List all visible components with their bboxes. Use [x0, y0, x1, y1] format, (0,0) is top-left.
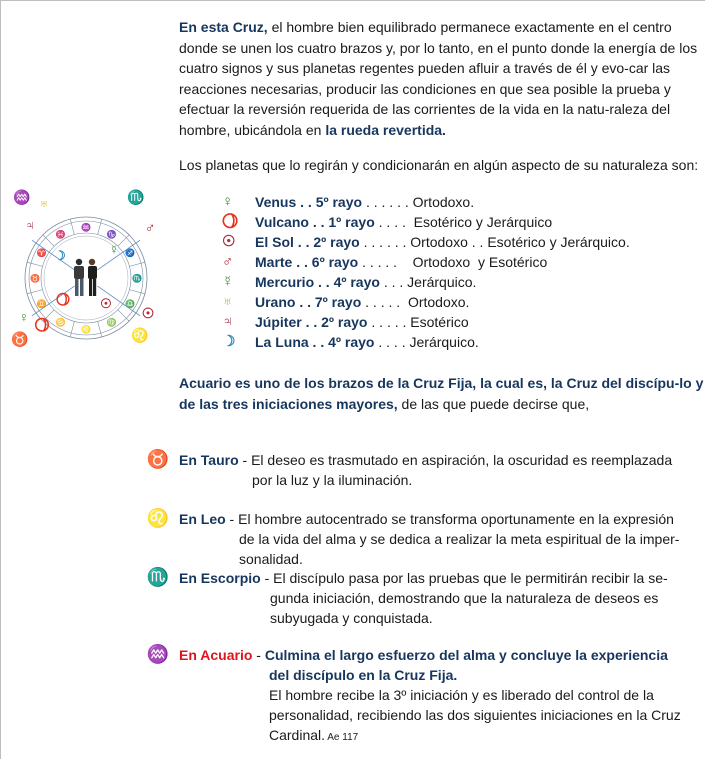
leo-icon: ♌ — [146, 508, 170, 528]
zodiac-glyph: ♒ — [81, 223, 91, 232]
aquarius-text-block — [179, 685, 705, 748]
intro-lead: En esta Cruz, — [179, 19, 268, 35]
cross-bold: Acuario es uno de los brazos de la Cruz Fija, la cual es, la Cruz del discípu-lo y de las tres iniciaciones mayores, — [179, 375, 704, 412]
mars-icon: ♂ — [144, 219, 156, 235]
zodiac-glyph: ♉ — [30, 274, 40, 283]
zodiac-glyph: ♊ — [36, 299, 47, 309]
intro-paragraph — [179, 17, 705, 140]
vulcan-icon: ⯖ — [34, 317, 50, 333]
planet-row — [222, 312, 630, 332]
sign-text-cont: gunda iniciación, demostrando que la naturaleza de deseos es subyugada y conquistada. — [270, 590, 659, 626]
sign-text-cont: por la luz y la iluminación. — [252, 472, 413, 488]
zodiac-glyph: ♐ — [125, 248, 136, 258]
sign-divider — [129, 290, 144, 294]
zodiac-glyph: ♌ — [81, 325, 91, 334]
planet-name: Júpiter . . 2º rayo — [255, 314, 368, 330]
sign-divider — [27, 262, 42, 266]
uranus-icon: ♅ — [38, 195, 50, 211]
sign-divider — [27, 290, 42, 294]
sign-divider — [70, 219, 74, 234]
sign-aquarius — [146, 644, 705, 748]
leo-icon: ♌ — [131, 327, 149, 343]
planet-detail: . . . . . Ortodoxo. — [361, 294, 470, 310]
planet-name: Urano . . 7º rayo — [255, 294, 362, 310]
planet-name: El Sol . . 2º rayo — [255, 234, 360, 250]
planet-detail: . . . . Esotérico y Jerárquico — [374, 214, 553, 230]
sign-scorpio — [146, 567, 705, 628]
planet-list — [222, 192, 630, 352]
zodiac-glyph: ♓ — [55, 229, 66, 239]
scorpio-icon: ♏ — [127, 189, 145, 205]
taurus-icon: ♉ — [146, 449, 170, 469]
venus-icon: ♀ — [222, 193, 234, 210]
sign-divider — [43, 235, 54, 246]
sign-dash: - — [252, 647, 265, 663]
sign-text-cont: de la vida del alma y se dedica a realizar la meta espiritual de la imper-sonalidad. — [239, 531, 680, 567]
sign-label: En Leo — [179, 511, 226, 527]
zodiac-glyph: ♎ — [125, 299, 136, 309]
sign-label: En Acuario — [179, 647, 253, 663]
sign-taurus — [146, 449, 705, 490]
venus-icon: ♀ — [18, 309, 30, 325]
source-reference: Ae 117 — [325, 732, 359, 743]
planet-row — [222, 272, 630, 292]
sign-divider — [118, 310, 129, 321]
planet-row — [222, 192, 630, 212]
planet-row — [222, 252, 630, 272]
aquarius-text: El hombre recibe la 3º iniciación y es liberado del control de la personalidad, recibiendo las dos siguientes iniciaciones en la Cruz Cardinal. — [269, 687, 681, 743]
intro-tail: la rueda revertida. — [325, 121, 446, 138]
sign-text: - El deseo es trasmutado en aspiración, la oscuridad es reemplazada — [238, 452, 673, 468]
fixed-cross-paragraph — [179, 373, 705, 414]
astrological-wheel — [8, 180, 168, 350]
planet-name: Marte . . 6º rayo — [255, 254, 359, 270]
planet-name: Vulcano . . 1º rayo — [255, 214, 375, 230]
jupiter-icon: ♃ — [222, 313, 234, 330]
zodiac-glyph: ♍ — [106, 318, 117, 328]
planet-name: La Luna . . 4º rayo — [255, 334, 375, 350]
jupiter-icon: ♃ — [24, 217, 36, 233]
sign-text: - El discípulo pasa por las pruebas que le permitirán recibir la se- — [260, 570, 668, 586]
sun-icon: ☉ — [141, 305, 155, 321]
planet-detail: . . . . . Esotérico — [367, 314, 469, 330]
planets-intro: Los planetas que lo regirán y condicionarán en algún aspecto de su naturaleza son: — [179, 157, 699, 173]
planet-row — [222, 232, 630, 252]
planet-row — [222, 332, 630, 352]
aquarius-bold-1: Culmina el largo esfuerzo del alma y concluye la experiencia — [264, 647, 668, 663]
taurus-icon: ♉ — [11, 331, 29, 347]
planet-detail: . . . Jerárquico. — [379, 274, 477, 290]
mercury-icon: ☿ — [109, 242, 119, 257]
moon-icon: ☽ — [54, 248, 66, 263]
vulcan-icon: ⯖ — [56, 292, 70, 307]
sign-text: - El hombre autocentrado se transforma oportunamente en la expresión — [225, 511, 674, 527]
sign-divider — [129, 262, 144, 266]
planet-detail: . . . . . Ortodoxo y Esotérico — [358, 254, 548, 270]
planet-row — [222, 292, 630, 312]
uranus-icon: ♅ — [222, 293, 234, 310]
aquarius-bold-2: del discípulo en la Cruz Fija. — [269, 667, 458, 683]
aquarius-icon: ♒ — [13, 189, 31, 205]
zodiac-glyph: ♋ — [55, 318, 66, 328]
sign-divider — [98, 219, 102, 234]
moon-icon: ☽ — [222, 333, 236, 350]
zodiac-glyph: ♑ — [106, 229, 117, 239]
sign-divider — [70, 321, 74, 336]
sign-divider — [118, 235, 129, 246]
intro-text: el hombre bien equilibrado permanece exactamente en el centro donde se unen los cuatro brazos y, por lo tanto, en el punto donde la energía de los cuatro signos y sus planetas regentes pueden afluir a través de él y evo-car las reacciones necesarias, producir las condiciones en que sea posible la prueba y efectuar la reversión requerida de las corrientes de la vida en la natu-raleza del hombre, ubicándola en — [179, 19, 698, 138]
mercury-icon: ☿ — [222, 273, 234, 290]
couple-figure — [74, 259, 97, 296]
sign-label: En Tauro — [179, 452, 239, 468]
sign-leo — [146, 508, 705, 569]
planet-detail: . . . . Jerárquico. — [374, 334, 479, 350]
vulcan-icon: ⯖ — [222, 213, 239, 230]
sun-icon: ☉ — [222, 233, 236, 250]
planet-row — [222, 212, 630, 232]
planet-detail: . . . . . . Ortodoxo. — [362, 194, 475, 210]
planet-name: Mercurio . . 4º rayo — [255, 274, 380, 290]
scorpio-icon: ♏ — [146, 567, 170, 587]
sign-label: En Escorpio — [179, 570, 261, 586]
planet-name: Venus . . 5º rayo — [255, 194, 363, 210]
sign-divider — [98, 321, 102, 336]
planet-detail: . . . . . . Ortodoxo . . Esotérico y Jerárquico. — [359, 234, 630, 250]
mars-icon: ♂ — [222, 253, 234, 270]
zodiac-glyph: ♈ — [36, 248, 47, 258]
zodiac-glyph: ♏ — [132, 274, 142, 283]
aquarius-icon: ♒ — [146, 644, 170, 664]
cross-text: de las que puede decirse que, — [397, 395, 590, 412]
sun-icon: ☉ — [100, 296, 112, 311]
